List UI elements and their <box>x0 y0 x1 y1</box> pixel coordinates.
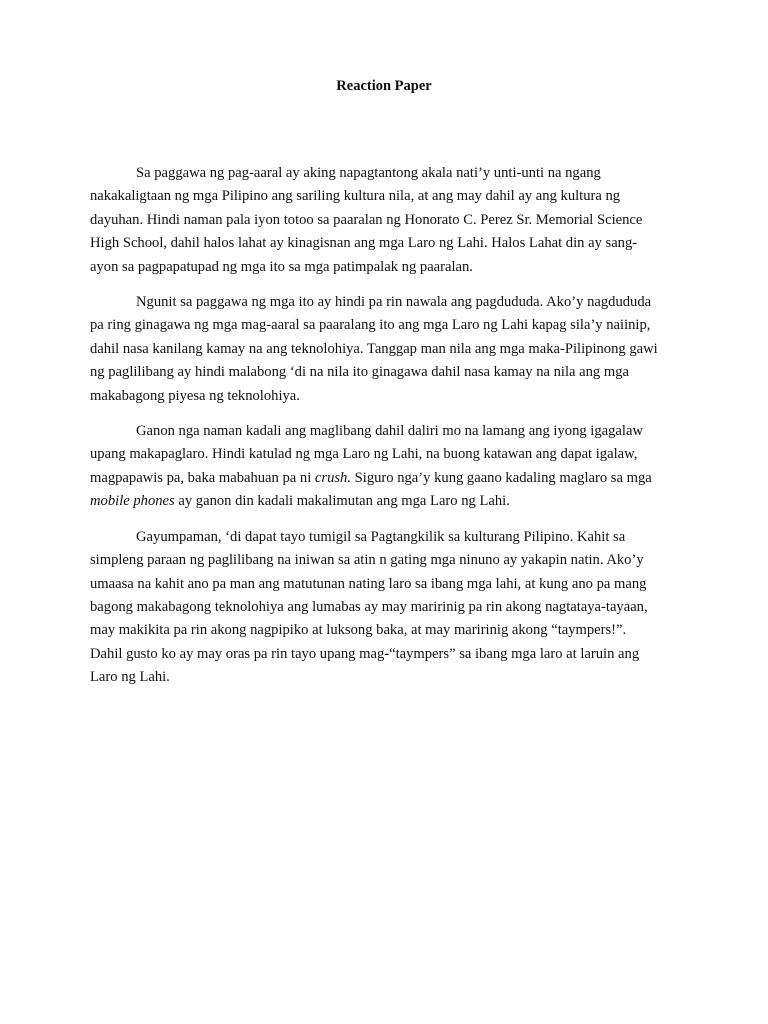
text-line: ayon sa pagpapatupad ng mga ito sa mga patimpalak ng paaralan. <box>90 258 473 275</box>
text-line: Sa paggawa ng pag-aaral ay aking napagtantong akala nati’y unti-unti na ngang <box>136 165 601 181</box>
paragraph-3 <box>90 420 680 514</box>
text-line: Ngunit sa paggawa ng mga ito ay hindi pa rin nawala ang pagdududa. Ako’y nagdududa <box>136 294 652 311</box>
italic-text: mobile phones <box>90 493 175 510</box>
text-line: simpleng paraan ng paglilibang na iniwan sa atin n gating mga ninuno ay yakapin natin. Ako’y <box>90 552 644 569</box>
text-line: pa ring ginagawa ng mga mag-aaral sa paaralang ito ang mga Laro ng Lahi kapag sila’y naiinip, <box>90 317 651 334</box>
text-line: High School, dahil halos lahat ay kinagisnan ang mga Laro ng Lahi. Halos Lahat din ay sang- <box>90 235 638 252</box>
text-line <box>90 467 680 490</box>
text-line: umaasa na kahit ano pa man ang matutunan nating laro sa ibang mga lahi, at kung ano pa mang <box>90 575 647 592</box>
italic-text: crush. <box>314 469 351 486</box>
text-line: dahil nasa kanilang kamay na ang teknolohiya. Tanggap man nila ang mga maka-Pilipinong gawi <box>90 340 658 357</box>
text-line: Dahil gusto ko ay may oras pa rin tayo upang mag-“taympers” sa ibang mga laro at laruin ang <box>90 645 640 662</box>
text-run: ay ganon din kadali makalimutan ang mga Laro ng Lahi. <box>174 493 510 510</box>
text-line: dayuhan. Hindi naman pala iyon totoo sa paaralan ng Honorato C. Perez Sr. Memorial Science <box>90 211 643 228</box>
text-line <box>90 490 680 513</box>
text-line: ng paglilibang ay hindi malabong ‘di na nila ito ginagawa dahil nasa kamay na nila ang mga <box>90 364 630 381</box>
text-run: magpapawis pa, baka mabahuan pa ni <box>90 469 315 486</box>
text-line: makabagong piyesa ng teknolohiya. <box>90 387 300 404</box>
text-line: nakakaligtaan ng mga Pilipino ang sariling kultura nila, at ang may dahil ay ang kultura ng <box>90 188 621 205</box>
paragraph-2 <box>90 291 680 408</box>
document-title: Reaction Paper <box>336 78 432 94</box>
paragraph-1 <box>90 162 680 279</box>
text-run: Siguro nga’y kung gaano kadaling maglaro sa mga <box>351 469 652 486</box>
text-line: may makikita pa rin akong nagpipiko at luksong baka, at may maririnig akong “taympers!”. <box>90 622 627 639</box>
text-line: Gayumpaman, ‘di dapat tayo tumigil sa Pagtangkilik sa kulturang Pilipino. Kahit sa <box>136 528 626 545</box>
text-line: Ganon nga naman kadali ang maglibang dahil daliri mo na lamang ang iyong igagalaw <box>136 423 643 440</box>
text-line: bagong makabagong teknolohiya ang lumabas ay may maririnig pa rin akong nagtataya-tayaan, <box>90 598 648 615</box>
paragraph-4 <box>90 526 680 690</box>
text-line: upang makapaglaro. Hindi katulad ng mga Laro ng Lahi, na buong katawan ang dapat igalaw, <box>90 446 638 463</box>
document-body <box>90 162 680 702</box>
text-line: Laro ng Lahi. <box>90 669 170 686</box>
